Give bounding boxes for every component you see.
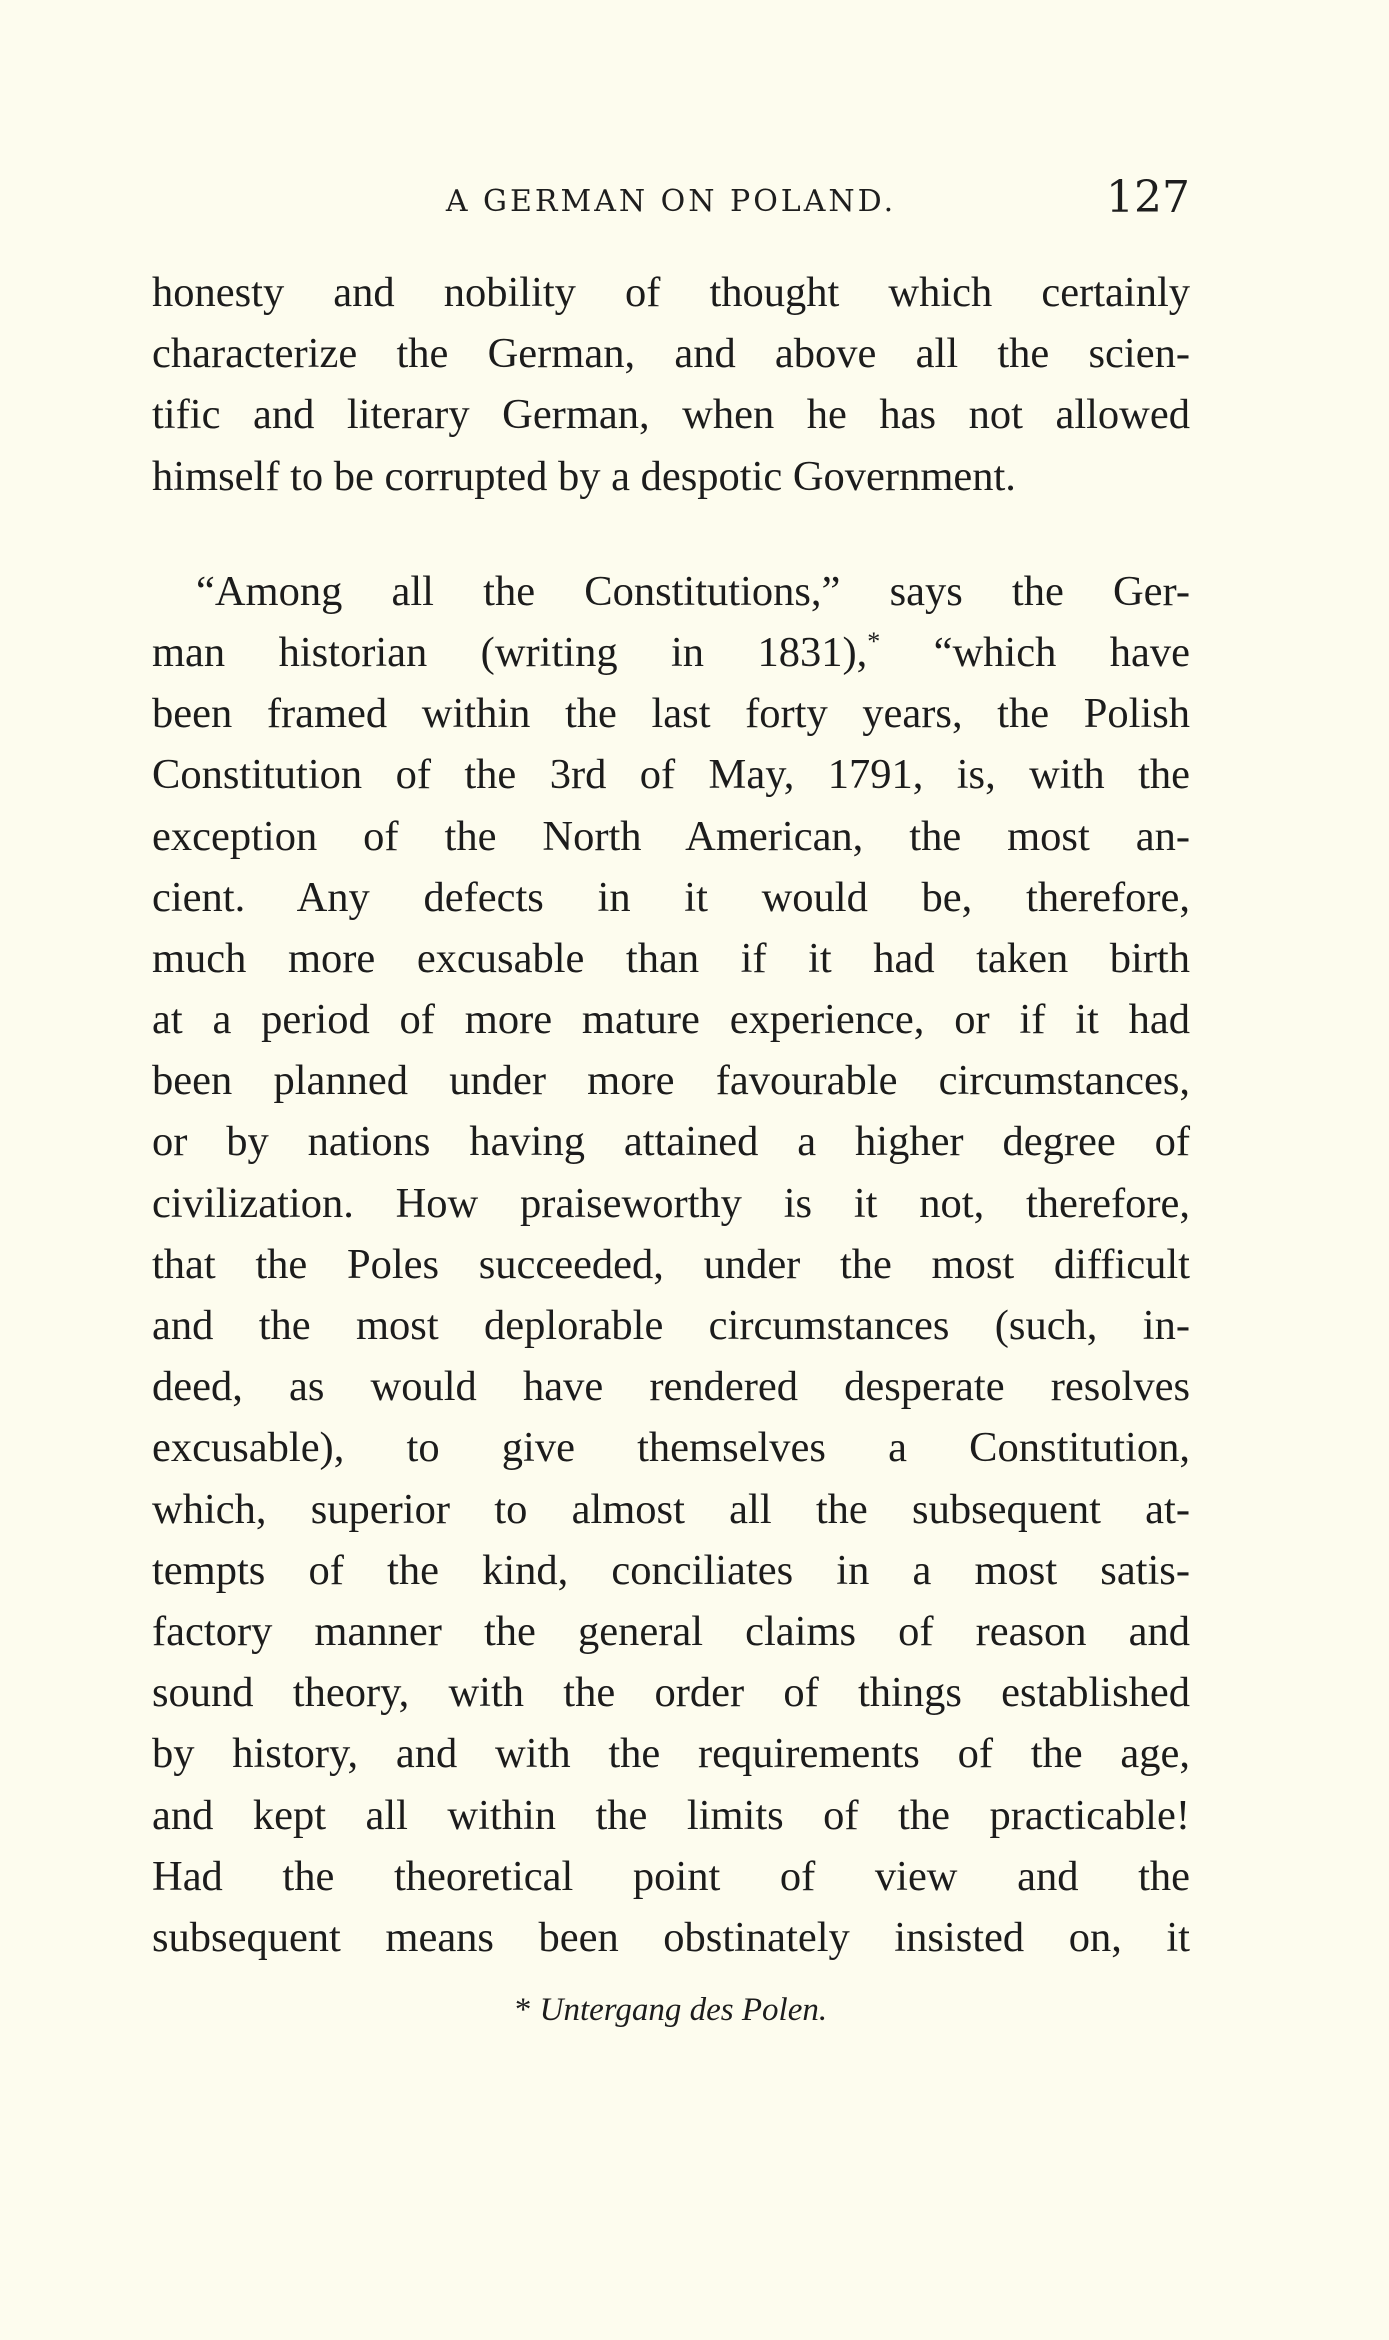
text-line: honesty and nobility of thought which certainly: [152, 269, 1190, 316]
text-segment: “which have: [880, 628, 1190, 676]
running-head: A GERMAN ON POLAND.: [445, 184, 897, 219]
paragraph-gap: [152, 507, 1190, 561]
footnote-title: Untergang des Polen.: [539, 1992, 828, 2028]
footnote-reference: *: [867, 626, 881, 656]
text-line: by history, and with the requirements of the age,: [152, 1730, 1190, 1778]
text-line: exception of the North American, the most an-: [152, 812, 1190, 860]
text-line: tempts of the kind, conciliates in a most satis-: [152, 1546, 1190, 1594]
text-line: civilization. How praiseworthy is it not, therefore,: [152, 1179, 1190, 1227]
text-line: deed, as would have rendered desperate resolves: [152, 1363, 1190, 1411]
text-line: Had the theoretical point of view and the: [152, 1852, 1190, 1900]
text-line: which, superior to almost all the subsequent at-: [152, 1485, 1190, 1533]
text-line: and kept all within the limits of the practicable!: [152, 1791, 1190, 1839]
page-number: 127: [1106, 172, 1190, 223]
text-line: or by nations having attained a higher degree of: [152, 1118, 1190, 1166]
text-line: characterize the German, and above all the scien-: [152, 330, 1190, 378]
text-line: much more excusable than if it had taken birth: [152, 934, 1190, 982]
footnote: [152, 1992, 1190, 2029]
text-segment: man historian (writing in 1831),: [152, 628, 868, 676]
text-line: been framed within the last forty years, the Polish: [152, 690, 1190, 738]
text-line: been planned under more favourable circumstances,: [152, 1057, 1190, 1105]
body-text: [152, 262, 1190, 1968]
text-line: factory manner the general claims of reason and: [152, 1607, 1190, 1655]
text-line: sound theory, with the order of things established: [152, 1669, 1190, 1717]
text-line: at a period of more mature experience, or if it had: [152, 996, 1190, 1044]
page-header: [152, 172, 1190, 232]
text-line-with-footnote-ref: [152, 622, 1190, 683]
text-line: tific and literary German, when he has not allowed: [152, 391, 1190, 439]
text-line: himself to be corrupted by a despotic Government.: [152, 452, 1016, 500]
text-line: cient. Any defects in it would be, therefore,: [152, 873, 1190, 921]
text-line: Constitution of the 3rd of May, 1791, is, with the: [152, 751, 1190, 799]
text-line: that the Poles succeeded, under the most difficult: [152, 1240, 1190, 1288]
footnote-mark: *: [514, 1992, 532, 2028]
text-line: “Among all the Constitutions,” says the Ger-: [196, 567, 1190, 615]
text-line: subsequent means been obstinately insisted on, it: [152, 1913, 1190, 1961]
text-line: and the most deplorable circumstances (such, in-: [152, 1302, 1190, 1349]
text-line: excusable), to give themselves a Constitution,: [152, 1424, 1190, 1472]
